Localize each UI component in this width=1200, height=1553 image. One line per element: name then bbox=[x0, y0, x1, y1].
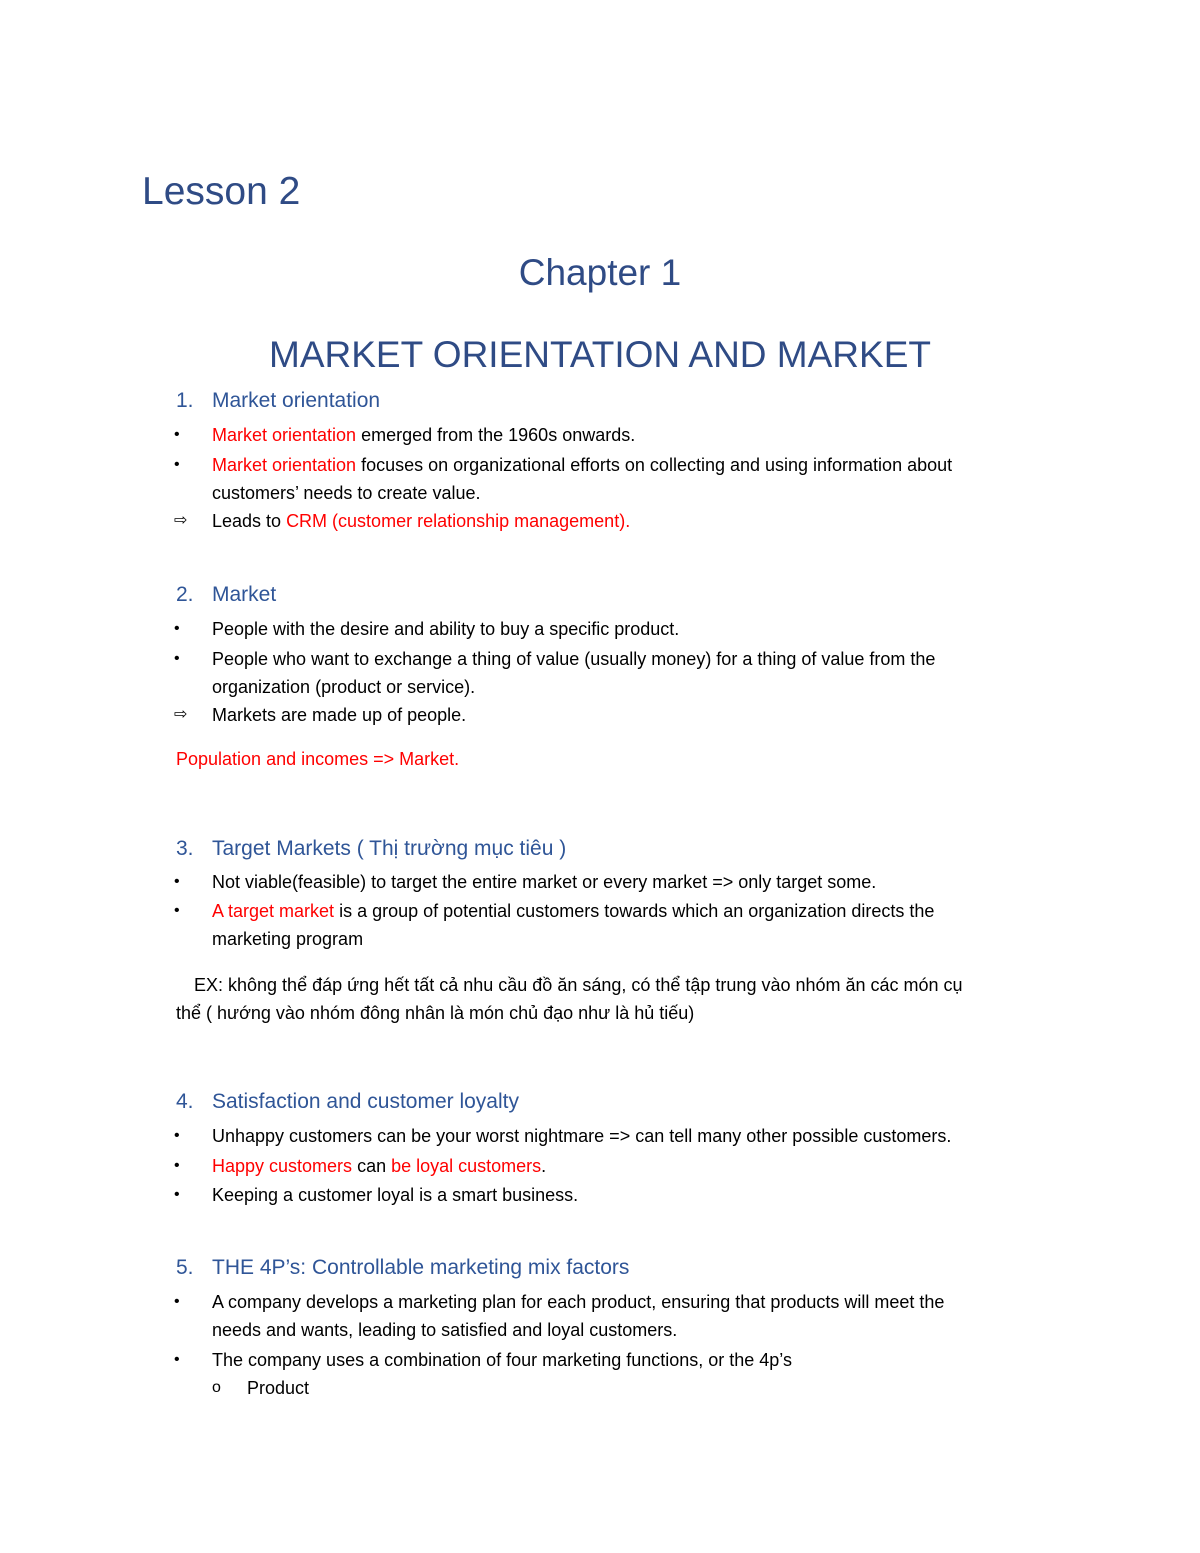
s5-sub-item-1: Product bbox=[247, 1378, 310, 1398]
bullet-icon: • bbox=[174, 1186, 180, 1203]
bullet-icon: • bbox=[174, 902, 180, 919]
section-4-title: Satisfaction and customer loyalty bbox=[212, 1090, 519, 1113]
section-3-heading bbox=[176, 837, 566, 861]
s3-b2-text: is a group of potential customers towards which an organization directs the bbox=[334, 901, 935, 921]
s1-bullet-1 bbox=[212, 421, 635, 449]
bullet-icon: • bbox=[174, 1351, 180, 1368]
section-2-heading bbox=[176, 583, 276, 607]
s1-b1-text: emerged from the 1960s onwards. bbox=[356, 425, 636, 445]
section-5-title: THE 4P’s: Controllable marketing mix factors bbox=[212, 1256, 630, 1279]
section-3-title: Target Markets ( Thị trường mục tiêu ) bbox=[212, 837, 567, 860]
bullet-icon: • bbox=[174, 456, 180, 473]
s4-bullet-1: Unhappy customers can be your worst nightmare => can tell many other possible customers. bbox=[212, 1126, 952, 1146]
s1-b1-highlight: Market orientation bbox=[212, 425, 357, 445]
s5-bullet-1: A company develops a marketing plan for each product, ensuring that products will meet the bbox=[212, 1292, 945, 1312]
section-2-number: 2. bbox=[176, 583, 194, 606]
bullet-icon: • bbox=[174, 650, 180, 667]
s5-bullet-1-cont: needs and wants, leading to satisfied and loyal customers. bbox=[212, 1320, 678, 1340]
s4-bullet-3: Keeping a customer loyal is a smart business. bbox=[212, 1185, 579, 1205]
section-4-number: 4. bbox=[176, 1090, 194, 1113]
s2-note: Population and incomes => Market. bbox=[176, 749, 460, 769]
arrow-icon: ⇨ bbox=[174, 706, 188, 723]
bullet-icon: • bbox=[174, 1293, 180, 1310]
main-title: MARKET ORIENTATION AND MARKET bbox=[269, 334, 931, 375]
s1-b2-text: focuses on organizational efforts on collecting and using information about bbox=[356, 455, 953, 475]
section-3-number: 3. bbox=[176, 837, 194, 860]
s5-bullet-2: The company uses a combination of four marketing functions, or the 4p’s bbox=[212, 1350, 792, 1370]
bullet-icon: • bbox=[174, 426, 180, 443]
s2-arrow-line: Markets are made up of people. bbox=[212, 705, 467, 725]
arrow-icon: ⇨ bbox=[174, 512, 188, 529]
s1-bullet-2 bbox=[212, 451, 952, 479]
bullet-icon: • bbox=[174, 873, 180, 890]
s1-bullet-2-cont: customers’ needs to create value. bbox=[212, 483, 481, 503]
s2-bullet-2-cont: organization (product or service). bbox=[212, 677, 476, 697]
s3-bullet-2 bbox=[212, 897, 934, 925]
bullet-icon: • bbox=[174, 1157, 180, 1174]
s3-example-line-1: EX: không thể đáp ứng hết tất cả nhu cầu đồ ăn sáng, có thể tập trung vào nhóm ăn các món cụ bbox=[194, 975, 963, 995]
section-5-number: 5. bbox=[176, 1256, 194, 1279]
s4-bullet-2 bbox=[212, 1152, 546, 1180]
s1-arrow-line bbox=[212, 507, 630, 535]
s4-b2-highlight-1: Happy customers bbox=[212, 1156, 353, 1176]
bullet-icon: • bbox=[174, 620, 180, 637]
section-2-title: Market bbox=[212, 583, 277, 606]
section-1-number: 1. bbox=[176, 389, 194, 412]
section-1-heading bbox=[176, 389, 380, 413]
bullet-icon: • bbox=[174, 1127, 180, 1144]
s3-b2-highlight: A target market bbox=[212, 901, 335, 921]
s4-b2-highlight-2: be loyal customers bbox=[391, 1156, 542, 1176]
s1-arrow-highlight: CRM (customer relationship management). bbox=[286, 511, 631, 531]
chapter-title: Chapter 1 bbox=[518, 252, 682, 293]
s3-bullet-1: Not viable(feasible) to target the entire market or every market => only target some. bbox=[212, 872, 877, 892]
circle-bullet-icon: o bbox=[212, 1379, 221, 1396]
s3-example-line-2: thể ( hướng vào nhóm đông nhân là món chủ đạo như là hủ tiếu) bbox=[176, 1003, 695, 1023]
s4-b2-mid: can bbox=[352, 1156, 392, 1176]
s2-bullet-2: People who want to exchange a thing of value (usually money) for a thing of value from the bbox=[212, 649, 936, 669]
s2-bullet-1: People with the desire and ability to buy a specific product. bbox=[212, 619, 680, 639]
s1-b2-highlight: Market orientation bbox=[212, 455, 357, 475]
s1-arrow-text: Leads to bbox=[212, 511, 287, 531]
s4-b2-end: . bbox=[541, 1156, 547, 1176]
lesson-title: Lesson 2 bbox=[142, 170, 301, 213]
section-4-heading bbox=[176, 1090, 519, 1114]
section-1-title: Market orientation bbox=[212, 389, 381, 412]
s3-bullet-2-cont: marketing program bbox=[212, 929, 364, 949]
section-5-heading bbox=[176, 1256, 629, 1280]
